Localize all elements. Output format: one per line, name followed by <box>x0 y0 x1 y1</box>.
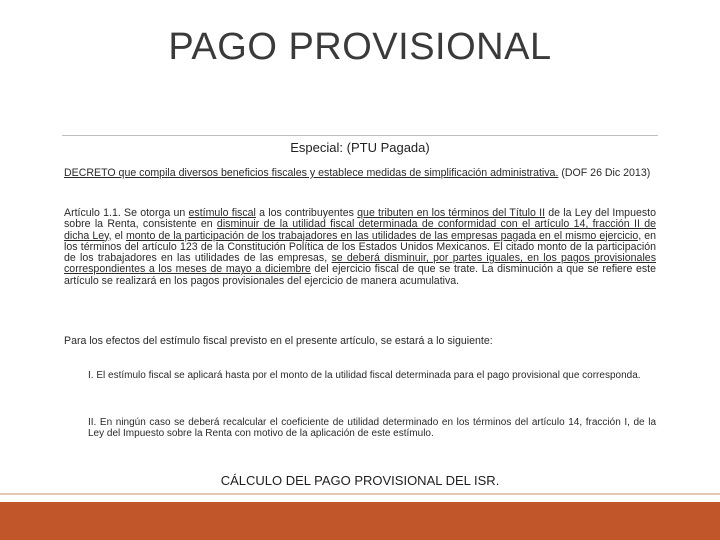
decreto-link[interactable]: DECRETO que compila diversos beneficios fiscales y establece medidas de simplificación administrativa. <box>64 167 559 179</box>
articulo-underlined-text: estímulo fiscal <box>188 207 256 219</box>
articulo-underlined-text: se deberá disminuir, por partes iguales, en los pagos provisionales correspondientes a los meses de mayo a diciembre <box>64 252 656 276</box>
articulo-underlined-text: que tributen en los términos del Título II <box>357 207 546 219</box>
slide-subtitle: Especial: (PTU Pagada) <box>290 140 430 155</box>
list-item: I. El estímulo fiscal se aplicará hasta por el monto de la utilidad fiscal determinada para el pago provisional que corresponda. <box>88 370 641 381</box>
articulo-text: en los términos del artículo 123 de la Constitución Política de los Estados Unidos Mexicanos. El citado monto de la participación de los trabajadores en las utilidades de las empresas, <box>64 229 656 265</box>
efectos-paragraph: Para los efectos del estímulo fiscal previsto en el presente artículo, se estará a lo siguiente: <box>64 335 493 347</box>
slide-title: PAGO PROVISIONAL <box>168 26 552 68</box>
articulo-text: del ejercicio fiscal de que se trate. La disminución a que se refiere este artículo se realizará en los pagos provisionales del ejercicio de manera acumulativa. <box>64 263 657 287</box>
calculation-heading: CÁLCULO DEL PAGO PROVISIONAL DEL ISR. <box>220 473 500 488</box>
articulo-underlined-text: monto de la participación de los trabajadores en las utilidades de las empresas pagada en el mismo ejercicio, <box>125 229 642 242</box>
decreto-date: (DOF 26 Dic 2013) <box>558 167 651 179</box>
footer-bar <box>0 502 720 540</box>
articulo-text: el <box>111 229 126 242</box>
articulo-text: a los contribuyentes <box>255 207 358 219</box>
articulo-text: de la Ley del Impuesto sobre la Renta, consistente en <box>64 207 656 231</box>
list-item: II. En ningún caso se deberá recalcular el coeficiente de utilidad determinado en los términos del artículo 14, fracción I, de la Ley del Impuesto sobre la Renta con motivo de la aplicación de este estímulo. <box>88 417 656 439</box>
footer-accent-line <box>0 493 720 495</box>
decreto-paragraph <box>64 168 656 179</box>
articulo-underlined-text: disminuir de la utilidad fiscal determinada de conformidad con el artículo 14, fracción II de dicha Ley, <box>64 218 657 242</box>
articulo-paragraph <box>64 208 656 287</box>
title-divider <box>62 135 658 136</box>
articulo-text: Artículo 1.1. Se otorga un <box>64 207 189 219</box>
